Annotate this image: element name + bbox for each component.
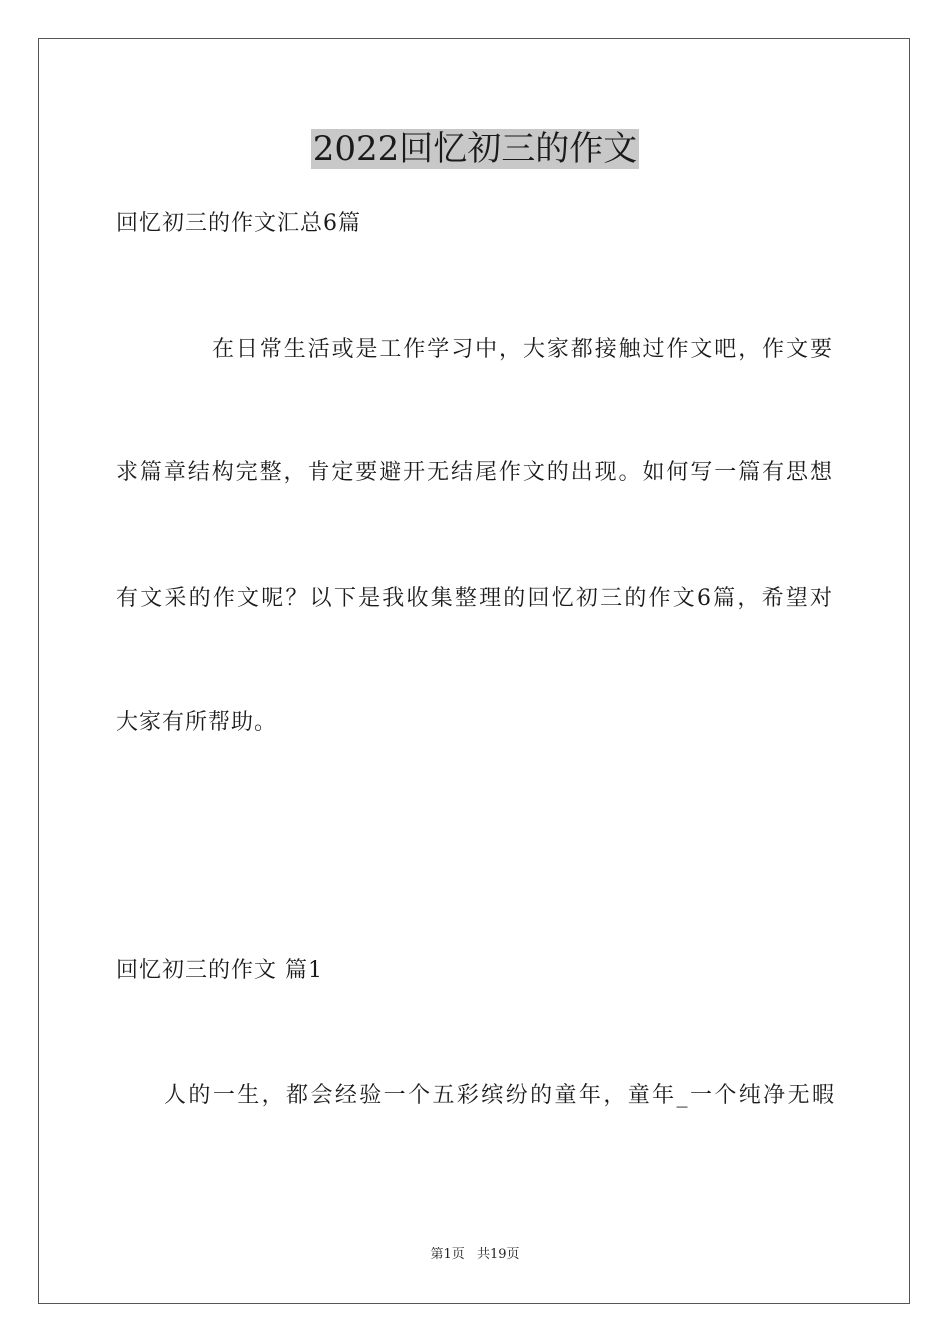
page-footer [0, 1246, 950, 1264]
document-subtitle: 回忆初三的作文汇总6篇 [116, 211, 361, 236]
intro-line-1: 在日常生活或是工作学习中，大家都接触过作文吧，作文要 [212, 337, 832, 362]
section-first-line: 人的一生，都会经验一个五彩缤纷的童年，童年_一个纯净无暇 [164, 1083, 834, 1108]
document-title: 2022回忆初三的作文 [312, 129, 638, 169]
intro-line-4: 大家有所帮助。 [116, 710, 278, 735]
total-pages: 共19页 [476, 1247, 520, 1262]
page-number: 第1页 [430, 1247, 465, 1262]
section-heading: 回忆初三的作文 篇1 [116, 958, 323, 983]
intro-line-2: 求篇章结构完整，肯定要避开无结尾作文的出现。如何写一篇有思想 [116, 460, 832, 485]
intro-line-3: 有文采的作文呢？以下是我收集整理的回忆初三的作文6篇，希望对 [116, 586, 832, 611]
